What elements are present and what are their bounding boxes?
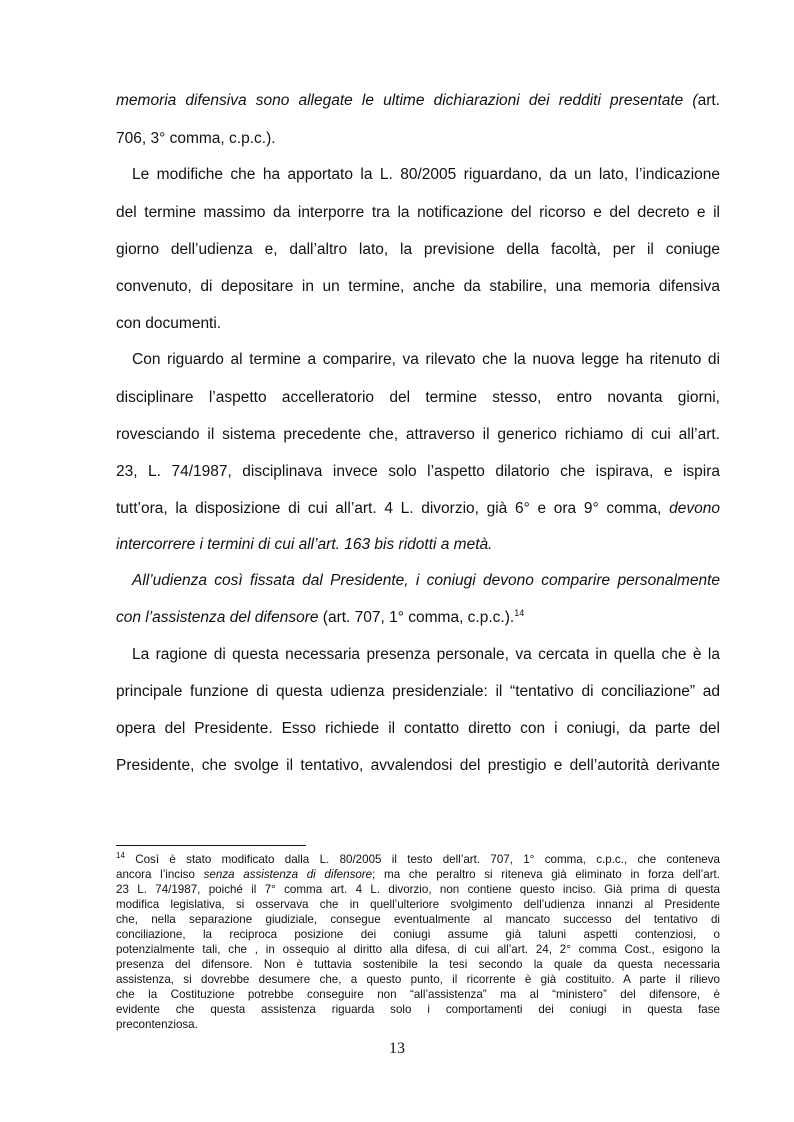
footnote-line: $^{14}$ Così è stato modificato dalla L. 80/2005 il testo dell’art. 707, 1° comma, c.p.c., che conteneva — [116, 851, 720, 866]
footnote-line: che, nella separazione giudiziale, consegue eventualmente al mancato successo del tentativo di — [116, 913, 720, 926]
paragraph-line: tutt’ora, la disposizione di cui all’art. 4 L. divorzio, già 6° e ora 9° comma, devono — [116, 500, 720, 517]
footnote-line: modifica legislativa, si osservava che in quell’ulteriore svolgimento dell’udienza innanzi al Presidente — [116, 898, 720, 911]
paragraph-line: intercorrere i termini di cui all’art. 163 bis ridotti a metà. — [116, 536, 493, 553]
footnote-reference[interactable]: 14 — [514, 607, 525, 618]
footnote-line: ancora l’inciso senza assistenza di difensore; ma che peraltro si riteneva già eliminato in forza dell’art. — [116, 868, 720, 881]
paragraph-line: Presidente, che svolge il tentativo, avvalendosi del prestigio e dell’autorità derivante — [116, 757, 720, 774]
paragraph-line: Con riguardo al termine a comparire, va rilevato che la nuova legge ha ritenuto di — [132, 351, 720, 368]
footnote-marker: 14 — [116, 851, 125, 861]
footnote-line: che la Costituzione potrebbe conseguire non “all’assistenza” ma al “ministero” del difensore, è — [116, 988, 720, 1001]
paragraph-line: opera del Presidente. Esso richiede il contatto diretto con i coniugi, da parte del — [116, 720, 720, 737]
footnote-line: 23 L. 74/1987, poiché il 7° comma art. 4 L. divorzio, non contiene questo inciso. Già prima di questa — [116, 883, 720, 896]
paragraph-line: giorno dell’udienza e, dall’altro lato, la previsione della facoltà, per il coniuge — [116, 241, 720, 258]
paragraph-line: del termine massimo da interporre tra la notificazione del ricorso e del decreto e il — [116, 204, 720, 221]
paragraph-line: memoria difensiva sono allegate le ultime dichiarazioni dei redditi presentate (art. — [116, 92, 720, 109]
footnote-separator — [116, 845, 306, 846]
footnote-line: potenzialmente tali, che , in ossequio al diritto alla difesa, di cui all’art. 24, 2° comma Cost., esigono la — [116, 943, 720, 956]
paragraph-line: La ragione di questa necessaria presenza personale, va cercata in quella che è la — [132, 646, 720, 663]
footnote-line: precontenziosa. — [116, 1018, 198, 1031]
footnote-line: assistenza, si dovrebbe desumere che, a questo punto, il ricorrente è già costituito. A parte il rilievo — [116, 973, 720, 986]
footnote-line: evidente che questa assistenza riguarda solo i comportamenti dei coniugi in questa fase — [116, 1003, 720, 1016]
paragraph-line: convenuto, di depositare in un termine, anche da stabilire, una memoria difensiva — [116, 278, 720, 295]
page-number: 13 — [389, 1040, 405, 1057]
paragraph-line: con l’assistenza del difensore (art. 707, 1° comma, c.p.c.).$^{14}$ — [116, 607, 525, 626]
footnote-line: conciliazione, la reciproca posizione dei coniugi assume già taluni aspetti contenziosi, o — [116, 928, 720, 941]
paragraph-line: 706, 3° comma, c.p.c.). — [116, 130, 276, 147]
paragraph-line: rovesciando il sistema precedente che, attraverso il generico richiamo di cui all’art. — [116, 426, 720, 443]
paragraph-line: All’udienza così fissata dal Presidente, i coniugi devono comparire personalmente — [132, 572, 720, 589]
paragraph-line: principale funzione di questa udienza presidenziale: il “tentativo di conciliazione” ad — [116, 683, 720, 700]
footnote-line: presenza del difensore. Non è tuttavia sostenibile la tesi secondo la quale da questa necessaria — [116, 958, 720, 971]
paragraph-line: con documenti. — [116, 315, 222, 332]
paragraph-line: Le modifiche che ha apportato la L. 80/2005 riguardano, da un lato, l’indicazione — [132, 166, 720, 183]
paragraph-line: disciplinare l’aspetto accelleratorio del termine stesso, entro novanta giorni, — [116, 389, 720, 406]
paragraph-line: 23, L. 74/1987, disciplinava invece solo l’aspetto dilatorio che ispirava, e ispira — [116, 463, 720, 480]
